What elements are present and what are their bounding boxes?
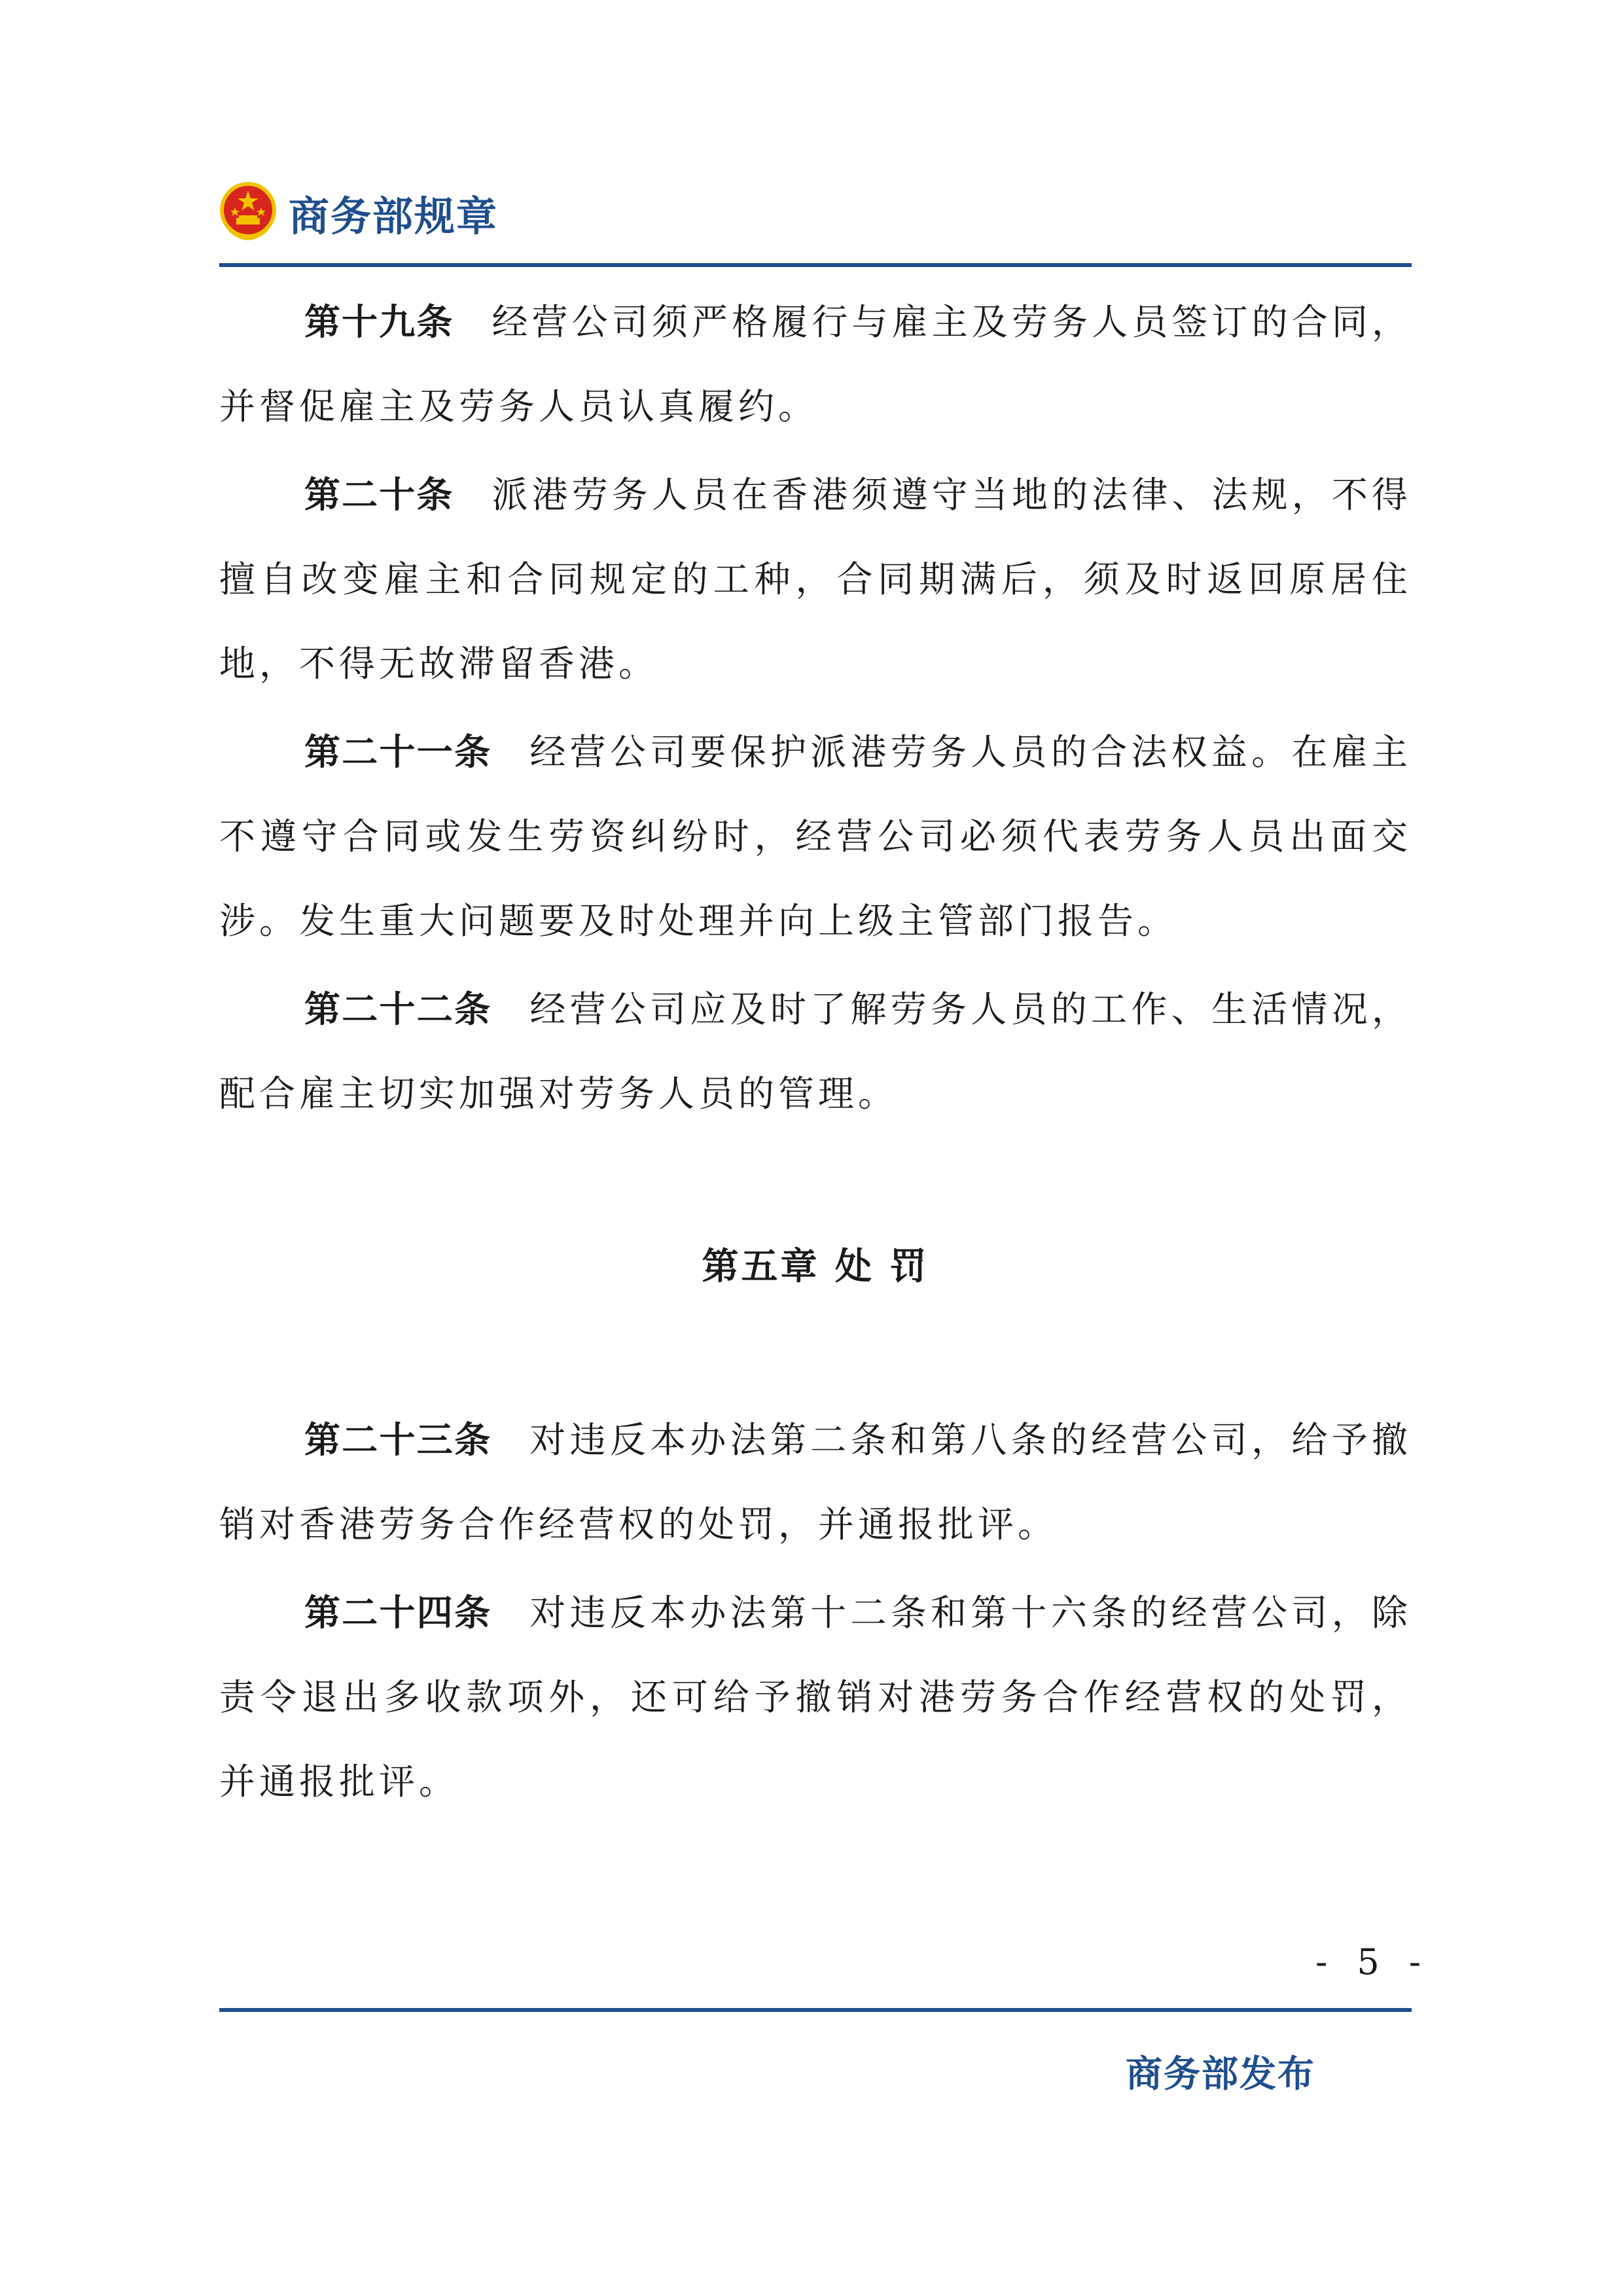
chapter-title: 第五章 处 罚 <box>702 1246 929 1288</box>
footer-publisher: 商务部发布 <box>1126 2053 1315 2096</box>
article-20 <box>219 453 1412 706</box>
page-header <box>219 177 498 249</box>
article-text: 对违反本办法第十二条和第十六条的经营公司，除责令退出多收款项外，还可给予撤销对港劳务合作经营权的处罚，并通报批评。 <box>219 1592 1412 1803</box>
article-22 <box>219 967 1412 1136</box>
article-text: 经营公司要保护派港劳务人员的合法权益。在雇主不遵守合同或发生劳资纠纷时，经营公司必须代表劳务人员出面交涉。发生重大问题要及时处理并向上级主管部门报告。 <box>219 731 1412 942</box>
page-number: - 5 - <box>1315 1941 1431 1982</box>
article-text: 经营公司应及时了解劳务人员的工作、生活情况，配合雇主切实加强对劳务人员的管理。 <box>219 988 1412 1115</box>
article-text: 对违反本办法第二条和第八条的经营公司，给予撤销对香港劳务合作经营权的处罚，并通报批评。 <box>219 1419 1412 1545</box>
article-number: 第二十二条 <box>304 988 492 1030</box>
national-emblem-icon <box>219 181 277 244</box>
article-number: 第二十一条 <box>304 731 492 773</box>
footer-divider <box>219 2008 1412 2012</box>
article-number: 第二十三条 <box>304 1419 492 1461</box>
article-text: 经营公司须严格履行与雇主及劳务人员签订的合同，并督促雇主及劳务人员认真履约。 <box>219 301 1412 427</box>
header-title: 商务部规章 <box>289 192 499 240</box>
document-body <box>219 280 1412 1828</box>
article-number: 第二十四条 <box>304 1592 492 1634</box>
article-number: 第十九条 <box>304 301 454 343</box>
article-21 <box>219 710 1412 963</box>
article-number: 第二十条 <box>304 474 454 516</box>
header-divider <box>219 263 1412 267</box>
article-24 <box>219 1571 1412 1824</box>
article-text: 派港劳务人员在香港须遵守当地的法律、法规，不得擅自改变雇主和合同规定的工种，合同期满后，须及时返回原居住地，不得无故滞留香港。 <box>219 474 1412 685</box>
article-23 <box>219 1398 1412 1567</box>
article-19 <box>219 280 1412 449</box>
